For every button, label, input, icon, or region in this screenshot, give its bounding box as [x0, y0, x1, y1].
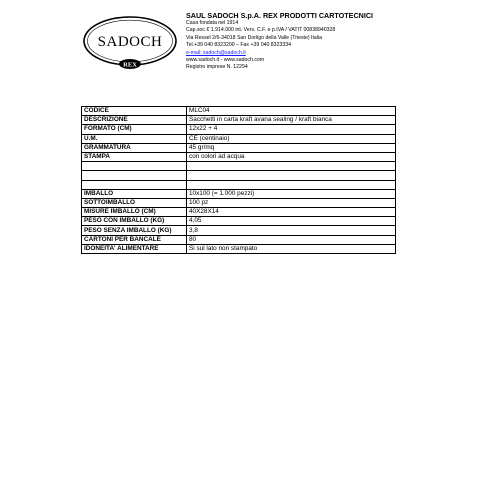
spec-value: Si sul lato non stampato — [187, 244, 396, 253]
spec-label: CARTONI PER BANCALE — [82, 235, 187, 244]
sadoch-logo — [82, 14, 178, 72]
table-row — [82, 198, 396, 207]
spec-value: CE (centinaio) — [187, 134, 396, 143]
table-row — [82, 226, 396, 235]
table-row — [82, 134, 396, 143]
spec-value: 40X28X14 — [187, 208, 396, 217]
spec-label: STAMPA — [82, 152, 187, 161]
company-info — [186, 11, 466, 72]
company-web: www.sadoch.it - www.sadoch.com — [186, 57, 265, 64]
company-line-phone: Tel.+39 040 8323200 – Fax +39 040 8323334 — [186, 42, 291, 49]
spec-label: SOTTOIMBALLO — [82, 198, 187, 207]
spec-value: 45 gr/mq — [187, 143, 396, 152]
spec-label: PESO SENZA IMBALLO (KG) — [82, 226, 187, 235]
spec-value: 10x100 (= 1.000 pezzi) — [187, 189, 396, 198]
spec-label — [82, 180, 187, 189]
spec-value — [187, 171, 396, 180]
table-row — [82, 244, 396, 253]
spec-table — [81, 106, 396, 254]
table-row-empty — [82, 180, 396, 189]
spec-label — [82, 162, 187, 171]
spec-value: 100 pz — [187, 198, 396, 207]
logo-rex-text: REX — [123, 61, 137, 69]
spec-value: 4,05 — [187, 217, 396, 226]
spec-value: con colori ad acqua — [187, 152, 396, 161]
table-row — [82, 125, 396, 134]
spec-value: 80 — [187, 235, 396, 244]
company-name: SAUL SADOCH S.p.A. REX PRODOTTI CARTOTECNICI — [186, 11, 374, 20]
spec-label: IMBALLO — [82, 189, 187, 198]
spec-label: FORMATO (CM) — [82, 125, 187, 134]
spec-value: MLC04 — [187, 107, 396, 116]
table-row — [82, 217, 396, 226]
company-registro: Registro imprese N. 12294 — [186, 64, 248, 71]
spec-label: GRAMMATURA — [82, 143, 187, 152]
table-row — [82, 189, 396, 198]
company-line-address: Via Ressel 2/6-34018 San Dorligo della Valle (Trieste) Italia — [186, 34, 323, 41]
table-row-empty — [82, 171, 396, 180]
spec-value: 12x22 + 4 — [187, 125, 396, 134]
spec-label: PESO CON IMBALLO (KG) — [82, 217, 187, 226]
company-email-link[interactable]: e-mail: sadoch@sadoch.it — [186, 49, 246, 56]
table-row — [82, 152, 396, 161]
spec-label: IDONEITA' ALIMENTARE — [82, 244, 187, 253]
table-row — [82, 143, 396, 152]
spec-value — [187, 180, 396, 189]
table-row — [82, 235, 396, 244]
table-row — [82, 107, 396, 116]
table-row-empty — [82, 162, 396, 171]
spec-label: CODICE — [82, 107, 187, 116]
spec-value — [187, 162, 396, 171]
spec-label: U.M. — [82, 134, 187, 143]
company-line-founded: Casa fondata nel 1914 — [186, 20, 239, 26]
logo-text: SADOCH — [97, 34, 163, 50]
spec-label: DESCRIZIONE — [82, 116, 187, 125]
spec-label: MISURE IMBALLO (CM) — [82, 208, 187, 217]
spec-label — [82, 171, 187, 180]
company-line-capital: Cap.soc.€ 1.914.000 int. Vers. C.F. e p.IVA / VATIT 00838940328 — [186, 27, 336, 34]
table-row — [82, 208, 396, 217]
spec-value: 3,8 — [187, 226, 396, 235]
table-row — [82, 116, 396, 125]
spec-value: Sacchetti in carta kraft avana sealing / kraft bianca — [187, 116, 396, 125]
